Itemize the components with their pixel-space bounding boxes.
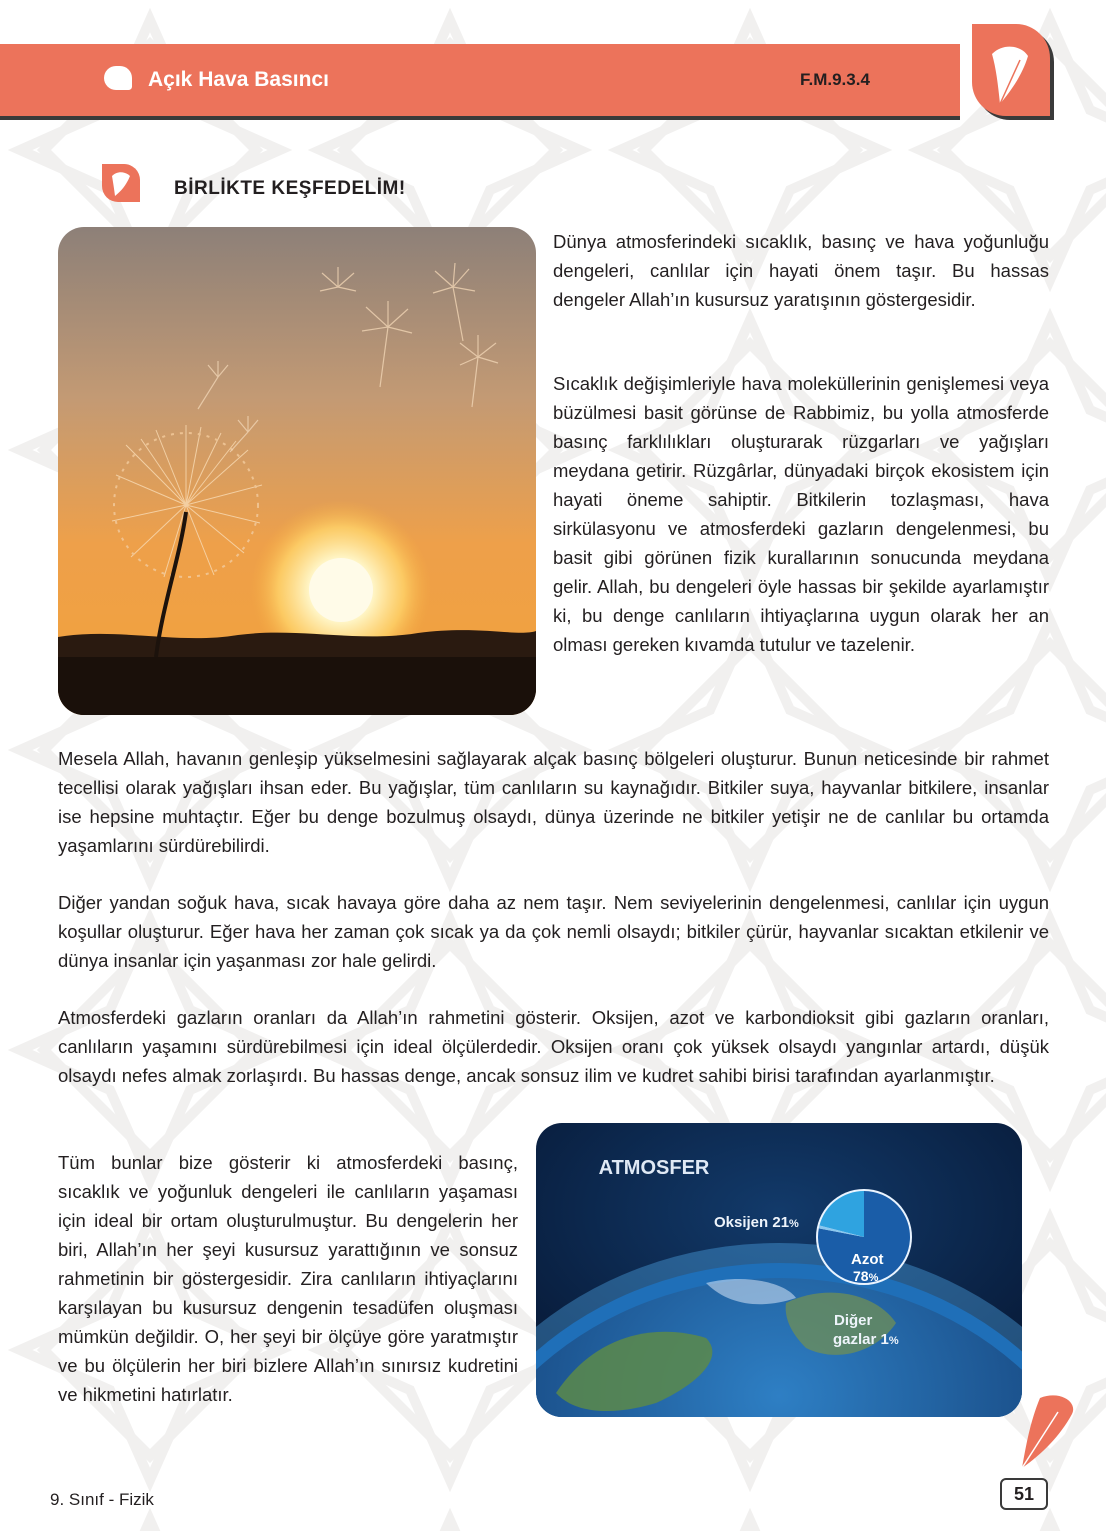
chapter-title: Açık Hava Basıncı (148, 68, 329, 91)
oxygen-label: Oksijen 21% (714, 1214, 799, 1231)
other-gases-line2: gazlar 1% (833, 1331, 899, 1348)
paragraph-4: Diğer yandan soğuk hava, sıcak havaya göre daha az nem taşır. Nem seviyelerinin dengelenmesi, canlılar için uygun koşullar oluşturur. Eğer hava her zaman çok sıcak ya da çok nemli olsaydı; bitkiler çürür, hayvanlar sıcaktan etkilenir ve dünya insanlar için yaşanması zor hale gelirdi. (58, 892, 1049, 971)
quill-inkpot-icon (1000, 1392, 1080, 1482)
paragraph-6: Tüm bunlar bize gösterir ki atmosferdeki basınç, sıcaklık ve yoğunluk dengeleri ile canlıların yaşaması için ideal bir ortam oluşturulmuştur. Bu dengelerin her biri, Allah’ın her şeyi kusursuz yarattığının ve sonsuz rahmetinin bir göstergesidir. Zira canlıların ihtiyaçlarını karşılayan bu kusursuz dengenin tesadüfen oluşması mümkün değildir. O, her şeyi bir ölçüye göre yaratmıştır ve bu ölçülerin her biri bizlere Allah’ın sınırsız kudretini ve hikmetini hatırlatır. (58, 1152, 518, 1405)
atmosphere-title: ATMOSFER (598, 1157, 710, 1179)
curriculum-code: F.M.9.3.4 (800, 70, 870, 89)
paragraph-3: Mesela Allah, havanın genleşip yükselmesini sağlayarak alçak basınç bölgeleri oluşturur. Bunun neticesinde bir rahmet tecellisi olarak yağışları ihsan eder. Bu yağışlar, tüm canlıların su kaynağıdır. Bitkiler suya, hayvanlar bitkilere, insanlar ise hepsine muhtaçtır. Eğer bu denge bozulmuş olsaydı, dünya üzerinde ne bitkiler yetişir ne de canlılar bu ortamda yaşamlarını sürdürebilirdi. (58, 748, 1049, 856)
nitrogen-label: Azot (851, 1251, 884, 1268)
nitrogen-value: 78% (853, 1268, 879, 1284)
feather-bubble-icon (100, 162, 140, 202)
paragraph-5: Atmosferdeki gazların oranları da Allah’ın rahmetini gösterir. Oksijen, azot ve karbondioksit gibi gazların oranları, canlıların yaşamını sürdürebilmesi için ideal ölçülerdedir. Oksijen oranı çok yüksek olsaydı yangınlar artardı, düşük olsaydı nefes almak zorlaşırdı. Bu hassas denge, ancak sonsuz ilim ve kudret sahibi birisi tarafından ayarlanmıştır. (58, 1007, 1049, 1086)
header-bar (0, 44, 960, 120)
paragraph-1: Dünya atmosferindeki sıcaklık, basınç ve hava yoğunluğu dengeleri, canlılar için hayati önem taşır. Bu hassas dengeler Allah’ın kusursuz yaratışının göstergesidir. (553, 231, 1049, 310)
chapter-bubble-icon (104, 66, 132, 90)
section-title: BİRLİKTE KEŞFEDELİM! (174, 178, 406, 199)
atmosphere-infographic (536, 1123, 1022, 1417)
quill-badge-icon (970, 24, 1058, 124)
other-gases-line1: Diğer (834, 1312, 873, 1329)
book-title: 9. Sınıf - Fizik (50, 1490, 154, 1509)
paragraph-2: Sıcaklık değişimleriyle hava moleküllerinin genişlemesi veya büzülmesi basit görünse de Rabbimiz, bu yolla atmosferde basınç farklılıkları oluşturarak rüzgarları ve yağışları meydana getirir. Rüzgârlar, dünyadaki birçok ekosistem için hayati öneme sahiptir. Bitkilerin tozlaşması, hava sirkülasyonu ve atmosferdeki gazların dengelenmesi, bu basit gibi görünen fizik kurallarının sonucunda meydana gelir. Allah, bu dengeleri öyle hassas bir şekilde ayarlamıştır ki, bu denge canlıların ihtiyaçlarına uygun olarak her an olması gereken kıvamda tutulur ve tazelenir. (553, 373, 1049, 655)
page-number: 51 (1000, 1478, 1048, 1510)
dandelion-sunset-photo (58, 227, 536, 715)
